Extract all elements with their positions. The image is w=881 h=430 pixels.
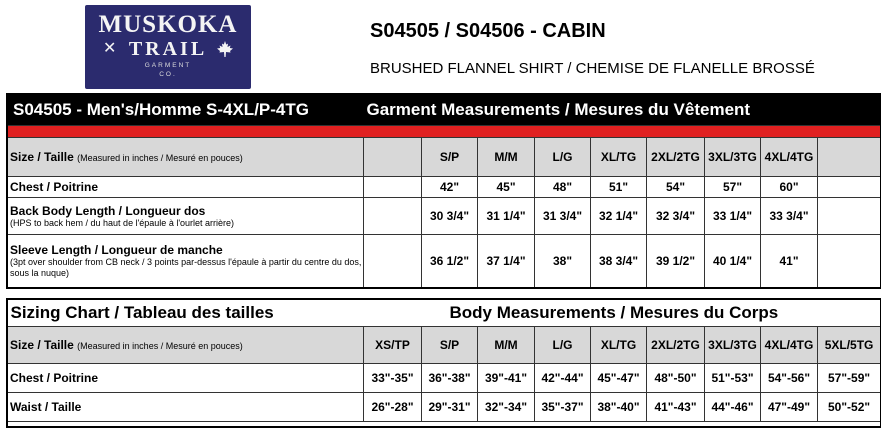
size-col: M/M (478, 327, 535, 364)
waist-value: 32"-34" (478, 393, 535, 422)
sleeve-value: 41" (761, 235, 818, 288)
sleeve-value: 38 3/4" (591, 235, 647, 288)
chest-value: 42" (422, 177, 478, 198)
garment-band-right: Garment Measurements / Mesures du Vêtement (366, 100, 751, 119)
size-col: M/M (478, 138, 535, 177)
back-value: 32 1/4" (591, 198, 647, 235)
waist-value: 41"-43" (647, 393, 705, 422)
back-value: 32 3/4" (647, 198, 705, 235)
table-row (7, 393, 881, 422)
waist-value: 50"-52" (818, 393, 881, 422)
empty-cell (364, 177, 422, 198)
empty-cell (818, 138, 881, 177)
product-subtitle: BRUSHED FLANNEL SHIRT / CHEMISE DE FLANELLE BROSSÉ (370, 60, 815, 77)
logo-line-4: CO. (159, 71, 177, 78)
size-col: 4XL/4TG (761, 138, 818, 177)
waist-value: 38"-40" (591, 393, 647, 422)
size-col: XS/TP (364, 327, 422, 364)
chest-value: 51"-53" (705, 364, 761, 393)
size-col: XL/TG (591, 138, 647, 177)
back-value: 31 3/4" (535, 198, 591, 235)
size-col: S/P (422, 327, 478, 364)
chest-value: 33"-35" (364, 364, 422, 393)
chest-value: 54" (647, 177, 705, 198)
chest-label: Chest / Poitrine (7, 177, 364, 198)
table-row (7, 235, 881, 288)
body-size-header-row (7, 327, 881, 364)
waist-value: 26"-28" (364, 393, 422, 422)
empty-cell (364, 138, 422, 177)
size-col: L/G (535, 327, 591, 364)
waist-label: Waist / Taille (7, 393, 364, 422)
size-col: 3XL/3TG (705, 327, 761, 364)
size-col: 4XL/4TG (761, 327, 818, 364)
waist-value: 47"-49" (761, 393, 818, 422)
chest-value: 54"-56" (761, 364, 818, 393)
chest-value: 60" (761, 177, 818, 198)
brand-logo (85, 5, 251, 89)
size-col: S/P (422, 138, 478, 177)
chest-value: 57"-59" (818, 364, 881, 393)
back-value: 33 1/4" (705, 198, 761, 235)
back-length-label: Back Body Length / Longueur dos (HPS to back hem / du haut de l'épaule à l'ourlet arrière) (7, 198, 364, 235)
size-col: XL/TG (591, 327, 647, 364)
back-value: 33 3/4" (761, 198, 818, 235)
back-value: 31 1/4" (478, 198, 535, 235)
red-divider (7, 126, 881, 138)
back-value: 30 3/4" (422, 198, 478, 235)
chest-value: 39"-41" (478, 364, 535, 393)
empty-cell (818, 198, 881, 235)
garment-measurements-table (6, 94, 881, 288)
product-title: S04505 / S04506 - CABIN (370, 20, 606, 42)
sleeve-value: 38" (535, 235, 591, 288)
size-col: 2XL/2TG (647, 138, 705, 177)
waist-value: 35"-37" (535, 393, 591, 422)
size-col: L/G (535, 138, 591, 177)
size-col: 3XL/3TG (705, 138, 761, 177)
garment-band-left: S04505 - Men's/Homme S-4XL/P-4TG (13, 100, 309, 119)
chest-value: 36"-38" (422, 364, 478, 393)
chest-value: 48"-50" (647, 364, 705, 393)
size-label: Size / Taille (Measured in inches / Mesuré en pouces) (7, 138, 364, 177)
logo-line-2-row (85, 38, 251, 60)
waist-value: 44"-46" (705, 393, 761, 422)
chest-value: 45" (478, 177, 535, 198)
logo-line-2: TRAIL (128, 38, 208, 60)
sleeve-length-label: Sleeve Length / Longueur de manche (3pt over shoulder from CB neck / 3 points par-dessus l'épaule à partir du centre du dos, sous la nuque) (7, 235, 364, 288)
empty-cell (364, 198, 422, 235)
logo-line-3: GARMENT (144, 62, 192, 69)
chest-value: 57" (705, 177, 761, 198)
chest-label: Chest / Poitrine (7, 364, 364, 393)
garment-size-header-row (7, 138, 881, 177)
size-col: 2XL/2TG (647, 327, 705, 364)
size-label: Size / Taille (Measured in inches / Mesuré en pouces) (7, 327, 364, 364)
chest-value: 42"-44" (535, 364, 591, 393)
logo-line-1: MUSKOKA (98, 11, 238, 38)
empty-cell (818, 235, 881, 288)
sleeve-value: 39 1/2" (647, 235, 705, 288)
chest-value: 48" (535, 177, 591, 198)
table-row (7, 177, 881, 198)
chest-value: 51" (591, 177, 647, 198)
body-band-left: Sizing Chart / Tableau des tailles (7, 300, 364, 327)
maple-leaf-icon (217, 41, 233, 57)
size-col: 5XL/5TG (818, 327, 881, 364)
sleeve-value: 37 1/4" (478, 235, 535, 288)
body-measurements-table (6, 300, 881, 422)
empty-cell (818, 177, 881, 198)
sleeve-value: 40 1/4" (705, 235, 761, 288)
crossed-axes-icon: ✕ (103, 40, 117, 57)
table-row (7, 198, 881, 235)
chest-value: 45"-47" (591, 364, 647, 393)
body-band-right: Body Measurements / Mesures du Corps (364, 300, 881, 327)
empty-cell (364, 235, 422, 288)
waist-value: 29"-31" (422, 393, 478, 422)
table-row (7, 364, 881, 393)
sleeve-value: 36 1/2" (422, 235, 478, 288)
